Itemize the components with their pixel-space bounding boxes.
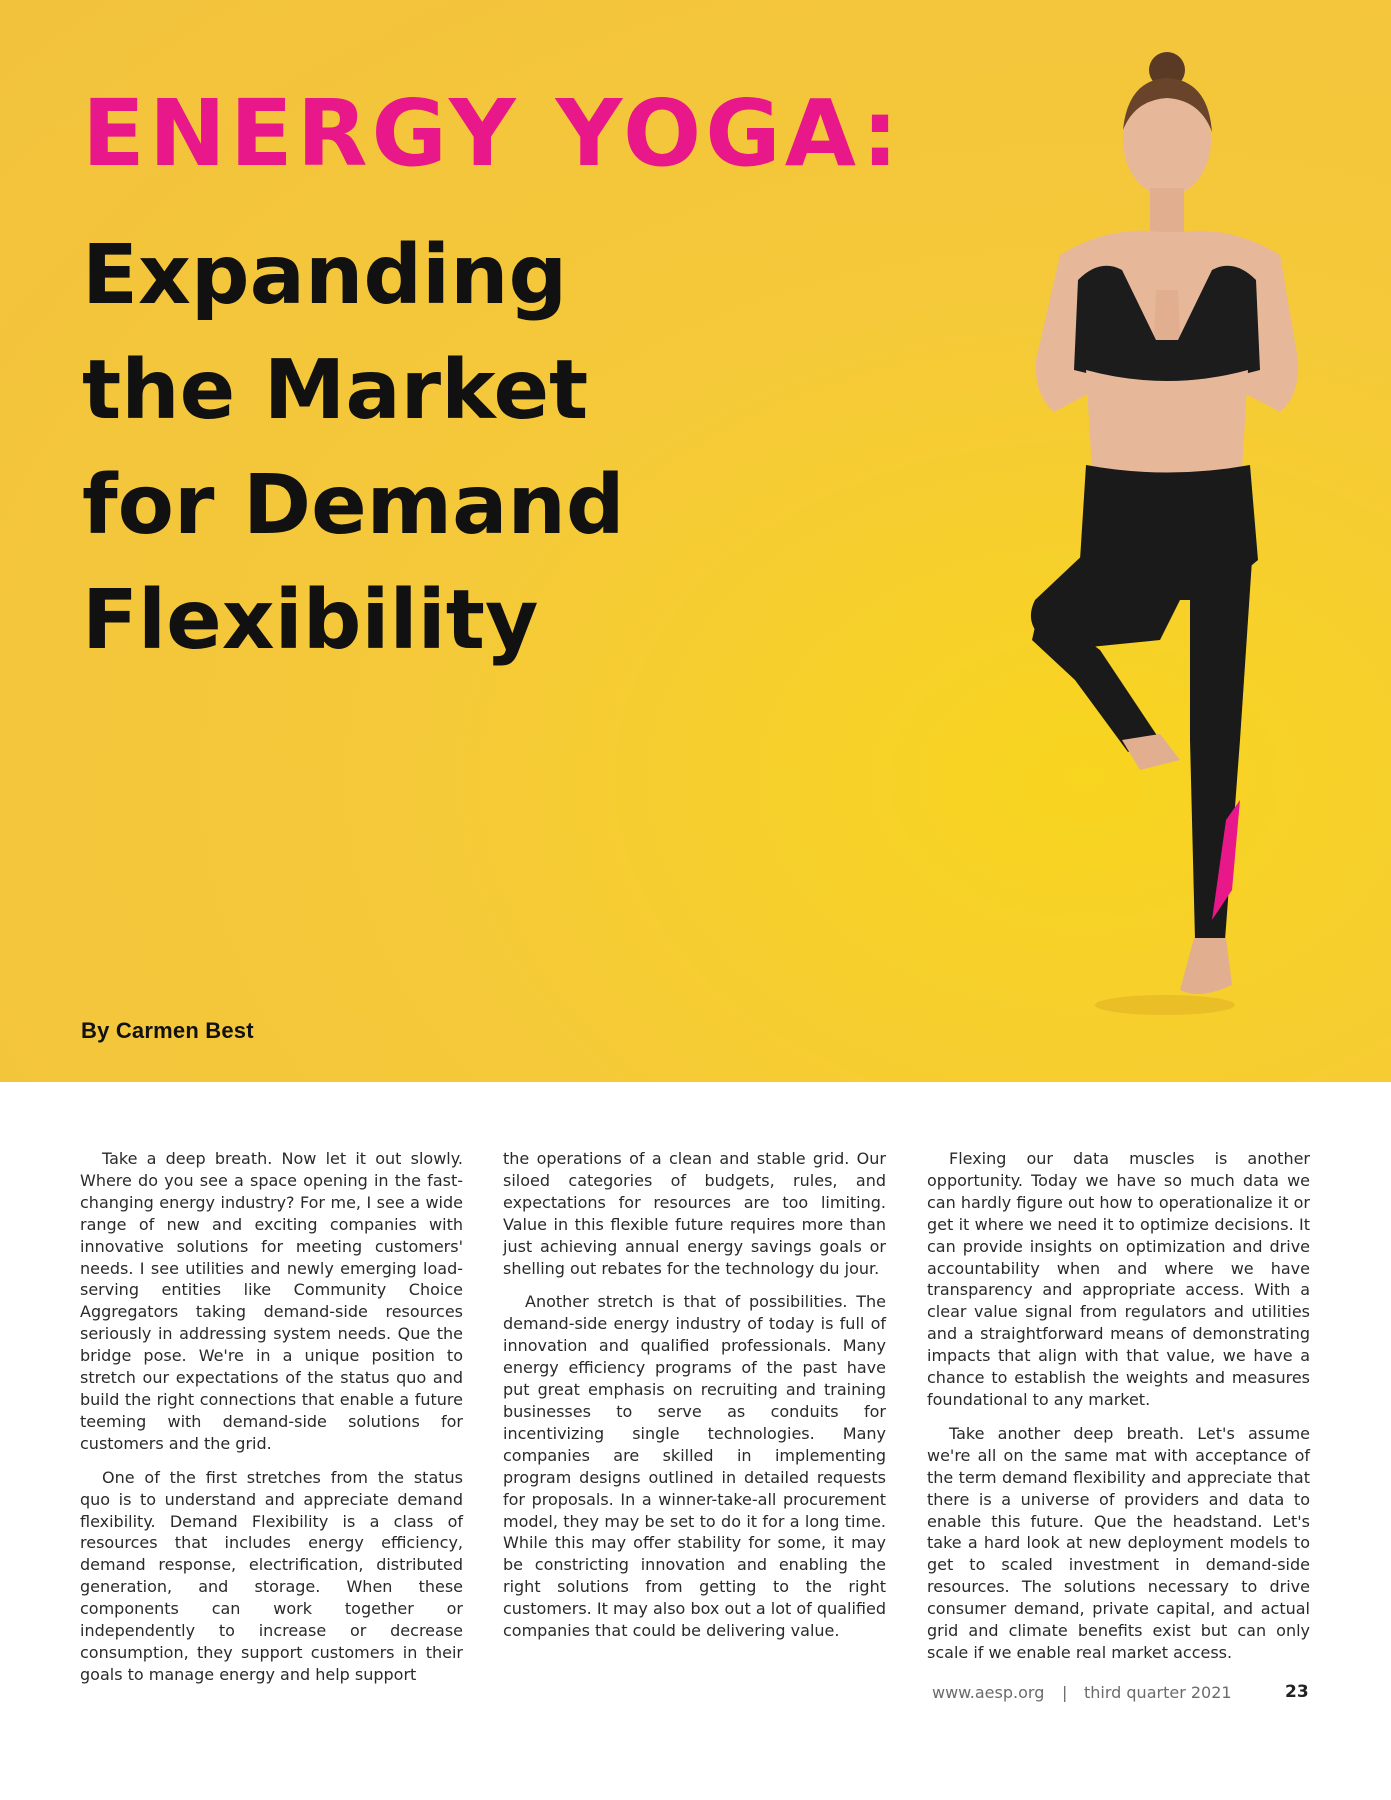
title-line: Expanding bbox=[82, 228, 568, 323]
yoga-woman-photo bbox=[860, 40, 1340, 1040]
paragraph: Another stretch is that of possibilities. The demand-side energy industry of today is full of innovation and qualified professionals. Many energy efficiency programs of the past have put great emphasis on recruiting and training businesses to serve as conduits for incentivizing single technologies. Many companies are skilled in implementing program designs outlined in detailed requests for proposals. In a winner-take-all procurement model, they may be set to do it for a long time. While this may offer stability for some, it may be constricting innovation and enabling the right solutions from getting to the right customers. It may also box out a lot of qualified companies that could be delivering value. bbox=[503, 1292, 886, 1641]
page-footer bbox=[930, 1683, 1310, 1707]
article-body bbox=[80, 1148, 1310, 1684]
paragraph: Flexing our data muscles is another opportunity. Today we have so much data we can hardly figure out how to operationalize it or get it where we need it to optimize decisions. It can provide insights on optimization and drive accountability when and where we have transparency and appropriate access. With a clear value signal from regulators and utilities and a straightforward means of demonstrating impacts that align with that value, we have a chance to establish the weights and measures foundational to any market. bbox=[927, 1149, 1310, 1409]
byline: By Carmen Best bbox=[81, 1018, 254, 1043]
paragraph: the operations of a clean and stable grid. Our siloed categories of budgets, rules, and expectations for resources are too limiting. Value in this flexible future requires more than just achieving annual energy savings goals or shelling out rebates for the technology du jour. bbox=[503, 1149, 886, 1278]
paragraph: Take another deep breath. Let's assume we're all on the same mat with acceptance of the term demand flexibility and appreciate that there is a universe of providers and data to enable this future. Que the headstand. Let's take a hard look at new deployment models to get to scaled investment in demand-side resources. The solutions necessary to drive consumer demand, private capital, and actual grid and climate benefits exist but can only scale if we enable real market access. bbox=[927, 1423, 1310, 1662]
page-number: 23 bbox=[1285, 1682, 1309, 1702]
footer-separator: | bbox=[1062, 1683, 1068, 1702]
article-title bbox=[82, 218, 722, 678]
footer-issue: third quarter 2021 bbox=[1084, 1683, 1232, 1702]
column-3 bbox=[927, 1148, 1310, 1676]
column-1 bbox=[80, 1148, 463, 1698]
paragraph: One of the first stretches from the status quo is to understand and appreciate demand flexibility. Demand Flexibility is a class of resources that includes energy efficiency, demand response, electrification, distributed generation, and storage. When these components can work together or independently to increase or decrease consumption, they support customers in their goals to manage energy and help support bbox=[80, 1467, 463, 1684]
title-line: for Demand bbox=[82, 458, 625, 553]
title-line: the Market bbox=[82, 343, 589, 438]
title-line: Flexibility bbox=[82, 573, 539, 668]
column-2 bbox=[503, 1148, 886, 1654]
article-kicker: ENERGY YOGA: bbox=[82, 80, 903, 187]
footer-url[interactable]: www.aesp.org bbox=[932, 1683, 1045, 1702]
paragraph: Take a deep breath. Now let it out slowly. Where do you see a space opening in the fast-changing energy industry? For me, I see a wide range of new and exciting companies with innovative solutions for meeting customers' needs. I see utilities and newly emerging load-serving entities like Community Choice Aggregators taking demand-side resources seriously in addressing system needs. Que the bridge pose. We're in a unique position to stretch our expectations of the status quo and build the right connections that enable a future teeming with demand-side solutions for customers and the grid. bbox=[80, 1149, 463, 1453]
